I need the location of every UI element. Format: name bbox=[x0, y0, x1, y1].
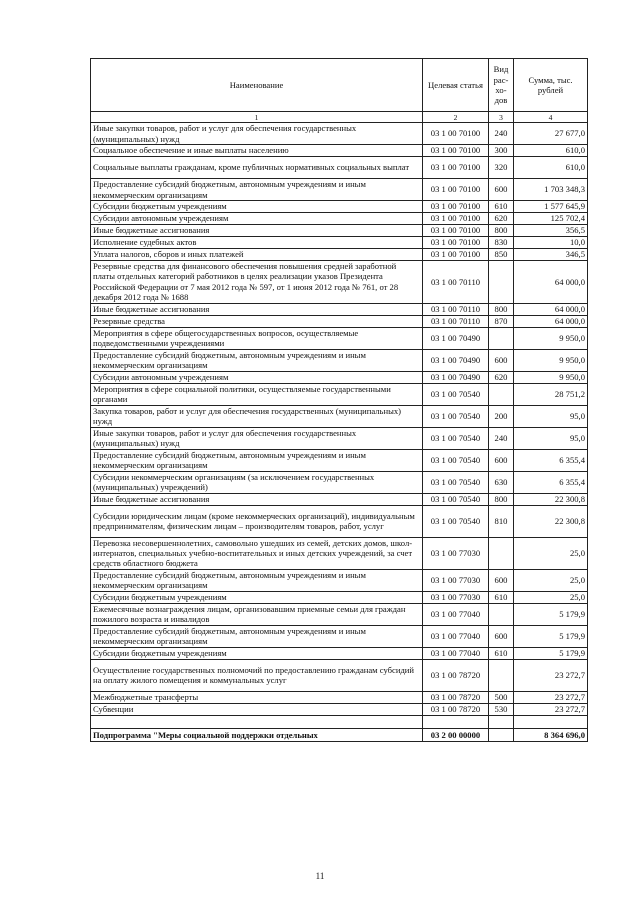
row-code: 03 1 00 70110 bbox=[423, 315, 489, 327]
row-name: Исполнение судебных актов bbox=[91, 237, 423, 249]
row-vid: 620 bbox=[489, 213, 514, 225]
row-code: 03 2 00 00000 bbox=[423, 728, 489, 741]
row-sum: 64 000,0 bbox=[514, 303, 588, 315]
row-name: Иные бюджетные ассигнования bbox=[91, 225, 423, 237]
row-sum: 9 950,0 bbox=[514, 371, 588, 383]
row-sum: 5 179,9 bbox=[514, 603, 588, 625]
table-row bbox=[91, 647, 588, 659]
row-name: Осуществление государственных полномочий по предоставлению гражданам субсидий на оплату жилого помещения и коммунальных услуг bbox=[91, 659, 423, 691]
column-number: 1 bbox=[91, 112, 423, 123]
row-vid: 610 bbox=[489, 591, 514, 603]
row-vid: 800 bbox=[489, 303, 514, 315]
budget-table bbox=[90, 58, 588, 742]
row-name: Иные бюджетные ассигнования bbox=[91, 493, 423, 505]
row-code: 03 1 00 70110 bbox=[423, 261, 489, 304]
row-vid: 610 bbox=[489, 647, 514, 659]
row-code: 03 1 00 70100 bbox=[423, 123, 489, 145]
row-code: 03 1 00 78720 bbox=[423, 691, 489, 703]
row-vid: 240 bbox=[489, 427, 514, 449]
row-code: 03 1 00 77040 bbox=[423, 603, 489, 625]
row-sum: 346,5 bbox=[514, 249, 588, 261]
row-sum: 6 355,4 bbox=[514, 471, 588, 493]
table-row bbox=[91, 213, 588, 225]
row-code: 03 1 00 70490 bbox=[423, 327, 489, 349]
row-vid: 240 bbox=[489, 123, 514, 145]
row-sum: 25,0 bbox=[514, 537, 588, 569]
row-vid: 600 bbox=[489, 569, 514, 591]
row-vid: 810 bbox=[489, 505, 514, 537]
row-vid bbox=[489, 715, 514, 728]
header-code: Целевая статья bbox=[423, 59, 489, 112]
row-code: 03 1 00 70540 bbox=[423, 427, 489, 449]
row-code: 03 1 00 70490 bbox=[423, 371, 489, 383]
header-name: Наименование bbox=[91, 59, 423, 112]
row-code: 03 1 00 77030 bbox=[423, 569, 489, 591]
row-code: 03 1 00 70100 bbox=[423, 225, 489, 237]
row-vid: 800 bbox=[489, 225, 514, 237]
row-vid bbox=[489, 603, 514, 625]
row-name: Иные закупки товаров, работ и услуг для обеспечения государственных (муниципальных) нужд bbox=[91, 123, 423, 145]
table-row bbox=[91, 405, 588, 427]
row-vid: 530 bbox=[489, 703, 514, 715]
row-vid: 830 bbox=[489, 237, 514, 249]
table-row bbox=[91, 261, 588, 304]
row-sum: 23 272,7 bbox=[514, 703, 588, 715]
row-name: Резервные средства bbox=[91, 315, 423, 327]
column-number-row bbox=[91, 112, 588, 123]
row-name: Уплата налогов, сборов и иных платежей bbox=[91, 249, 423, 261]
row-sum: 95,0 bbox=[514, 427, 588, 449]
row-sum: 6 355,4 bbox=[514, 449, 588, 471]
table-row bbox=[91, 349, 588, 371]
row-code: 03 1 00 78720 bbox=[423, 703, 489, 715]
table-row bbox=[91, 493, 588, 505]
table-row bbox=[91, 603, 588, 625]
row-name: Субсидии бюджетным учреждениям bbox=[91, 201, 423, 213]
row-code: 03 1 00 70100 bbox=[423, 145, 489, 157]
table-row bbox=[91, 591, 588, 603]
table-row bbox=[91, 225, 588, 237]
row-sum: 27 677,0 bbox=[514, 123, 588, 145]
row-sum: 5 179,9 bbox=[514, 647, 588, 659]
column-number: 2 bbox=[423, 112, 489, 123]
row-code: 03 1 00 70490 bbox=[423, 349, 489, 371]
row-name: Субсидии бюджетным учреждениям bbox=[91, 591, 423, 603]
table-row bbox=[91, 249, 588, 261]
row-code: 03 1 00 70100 bbox=[423, 157, 489, 179]
page-number: 11 bbox=[315, 871, 325, 881]
row-code: 03 1 00 70100 bbox=[423, 179, 489, 201]
row-name: Предоставление субсидий бюджетным, автономным учреждениям и иным некоммерческим организациям bbox=[91, 349, 423, 371]
table-row bbox=[91, 303, 588, 315]
row-code: 03 1 00 78720 bbox=[423, 659, 489, 691]
row-name: Субсидии юридическим лицам (кроме некоммерческих организаций), индивидуальным предпринимателям, физическим лицам – производителям товаров, работ, услуг bbox=[91, 505, 423, 537]
table-row bbox=[91, 237, 588, 249]
row-name: Субсидии автономным учреждениям bbox=[91, 213, 423, 225]
row-name: Межбюджетные трансферты bbox=[91, 691, 423, 703]
row-vid: 300 bbox=[489, 145, 514, 157]
row-code: 03 1 00 77030 bbox=[423, 537, 489, 569]
row-vid: 500 bbox=[489, 691, 514, 703]
row-code: 03 1 00 70540 bbox=[423, 505, 489, 537]
header-vid: Вид рас-хо-дов bbox=[489, 59, 514, 112]
table-row bbox=[91, 383, 588, 405]
row-sum: 28 751,2 bbox=[514, 383, 588, 405]
row-name: Социальные выплаты гражданам, кроме публичных нормативных социальных выплат bbox=[91, 157, 423, 179]
table-row bbox=[91, 715, 588, 728]
table-row bbox=[91, 123, 588, 145]
row-vid: 200 bbox=[489, 405, 514, 427]
row-vid: 800 bbox=[489, 493, 514, 505]
row-sum: 1 577 645,9 bbox=[514, 201, 588, 213]
row-code: 03 1 00 70540 bbox=[423, 383, 489, 405]
table-row bbox=[91, 145, 588, 157]
table-row bbox=[91, 327, 588, 349]
row-code: 03 1 00 77040 bbox=[423, 625, 489, 647]
row-name: Резервные средства для финансового обеспечения повышения средней заработной платы отдельных категорий работников в целях реализации указов Президента Российской Федерации от 7 мая 2012 года № 597, от 1 июня 2012 года № 761, от 28 декабря 2012 года № 1688 bbox=[91, 261, 423, 304]
row-sum: 64 000,0 bbox=[514, 261, 588, 304]
row-code: 03 1 00 70540 bbox=[423, 471, 489, 493]
table-row bbox=[91, 691, 588, 703]
row-sum: 22 300,8 bbox=[514, 505, 588, 537]
table-row bbox=[91, 471, 588, 493]
column-number: 3 bbox=[489, 112, 514, 123]
row-name: Мероприятия в сфере социальной политики, осуществляемые государственными органами bbox=[91, 383, 423, 405]
row-code: 03 1 00 70100 bbox=[423, 237, 489, 249]
row-name: Закупка товаров, работ и услуг для обеспечения государственных (муниципальных) нужд bbox=[91, 405, 423, 427]
row-vid bbox=[489, 383, 514, 405]
row-name: Перевозка несовершеннолетних, самовольно ушедших из семей, детских домов, школ-интернатов, специальных учебно-воспитательных и иных детских учреждений, за счет средств областного бюджета bbox=[91, 537, 423, 569]
row-sum: 64 000,0 bbox=[514, 315, 588, 327]
row-sum: 1 703 348,3 bbox=[514, 179, 588, 201]
row-vid: 600 bbox=[489, 449, 514, 471]
row-vid: 870 bbox=[489, 315, 514, 327]
row-code: 03 1 00 70540 bbox=[423, 405, 489, 427]
table-row bbox=[91, 427, 588, 449]
row-sum: 23 272,7 bbox=[514, 691, 588, 703]
row-code: 03 1 00 70540 bbox=[423, 493, 489, 505]
row-sum: 8 364 696,0 bbox=[514, 728, 588, 741]
row-name: Субсидии бюджетным учреждениям bbox=[91, 647, 423, 659]
row-sum: 22 300,8 bbox=[514, 493, 588, 505]
table-row bbox=[91, 569, 588, 591]
row-sum: 25,0 bbox=[514, 591, 588, 603]
table-row bbox=[91, 371, 588, 383]
row-name: Иные бюджетные ассигнования bbox=[91, 303, 423, 315]
row-vid bbox=[489, 659, 514, 691]
row-sum: 610,0 bbox=[514, 157, 588, 179]
table-row bbox=[91, 537, 588, 569]
row-name: Субвенции bbox=[91, 703, 423, 715]
row-name: Предоставление субсидий бюджетным, автономным учреждениям и иным некоммерческим организациям bbox=[91, 569, 423, 591]
table-row bbox=[91, 179, 588, 201]
table-row bbox=[91, 728, 588, 741]
table-row bbox=[91, 659, 588, 691]
row-name: Предоставление субсидий бюджетным, автономным учреждениям и иным некоммерческим организациям bbox=[91, 625, 423, 647]
row-vid bbox=[489, 728, 514, 741]
row-vid: 600 bbox=[489, 179, 514, 201]
row-name: Подпрограмма "Меры социальной поддержки отдельных bbox=[91, 728, 423, 741]
row-code: 03 1 00 77040 bbox=[423, 647, 489, 659]
row-name: Мероприятия в сфере общегосударственных вопросов, осуществляемые подведомственными учреждениями bbox=[91, 327, 423, 349]
row-sum: 610,0 bbox=[514, 145, 588, 157]
row-sum bbox=[514, 715, 588, 728]
row-code bbox=[423, 715, 489, 728]
row-sum: 9 950,0 bbox=[514, 349, 588, 371]
row-name: Субсидии автономным учреждениям bbox=[91, 371, 423, 383]
row-name: Социальное обеспечение и иные выплаты населению bbox=[91, 145, 423, 157]
row-code: 03 1 00 70100 bbox=[423, 213, 489, 225]
row-sum: 25,0 bbox=[514, 569, 588, 591]
row-sum: 95,0 bbox=[514, 405, 588, 427]
table-row bbox=[91, 625, 588, 647]
row-code: 03 1 00 70100 bbox=[423, 249, 489, 261]
row-name: Предоставление субсидий бюджетным, автономным учреждениям и иным некоммерческим организациям bbox=[91, 179, 423, 201]
column-number: 4 bbox=[514, 112, 588, 123]
row-vid bbox=[489, 261, 514, 304]
row-sum: 356,5 bbox=[514, 225, 588, 237]
row-name bbox=[91, 715, 423, 728]
row-vid bbox=[489, 537, 514, 569]
row-name: Субсидии некоммерческим организациям (за исключением государственных (муниципальных) учреждений) bbox=[91, 471, 423, 493]
row-vid: 850 bbox=[489, 249, 514, 261]
row-sum: 23 272,7 bbox=[514, 659, 588, 691]
row-vid bbox=[489, 327, 514, 349]
row-vid: 610 bbox=[489, 201, 514, 213]
table-row bbox=[91, 505, 588, 537]
table-header-row bbox=[91, 59, 588, 112]
row-sum: 5 179,9 bbox=[514, 625, 588, 647]
table-row bbox=[91, 315, 588, 327]
row-sum: 125 702,4 bbox=[514, 213, 588, 225]
row-name: Ежемесячные вознаграждения лицам, организовавшим приемные семьи для граждан пожилого возраста и инвалидов bbox=[91, 603, 423, 625]
row-code: 03 1 00 70110 bbox=[423, 303, 489, 315]
table-row bbox=[91, 703, 588, 715]
row-vid: 620 bbox=[489, 371, 514, 383]
row-code: 03 1 00 70100 bbox=[423, 201, 489, 213]
row-name: Предоставление субсидий бюджетным, автономным учреждениям и иным некоммерческим организациям bbox=[91, 449, 423, 471]
row-name: Иные закупки товаров, работ и услуг для обеспечения государственных (муниципальных) нужд bbox=[91, 427, 423, 449]
table-row bbox=[91, 449, 588, 471]
row-sum: 10,0 bbox=[514, 237, 588, 249]
row-vid: 600 bbox=[489, 349, 514, 371]
row-code: 03 1 00 70540 bbox=[423, 449, 489, 471]
row-vid: 320 bbox=[489, 157, 514, 179]
row-code: 03 1 00 77030 bbox=[423, 591, 489, 603]
row-vid: 630 bbox=[489, 471, 514, 493]
header-sum: Сумма, тыс. рублей bbox=[514, 59, 588, 112]
table-row bbox=[91, 201, 588, 213]
table-row bbox=[91, 157, 588, 179]
row-sum: 9 950,0 bbox=[514, 327, 588, 349]
row-vid: 600 bbox=[489, 625, 514, 647]
